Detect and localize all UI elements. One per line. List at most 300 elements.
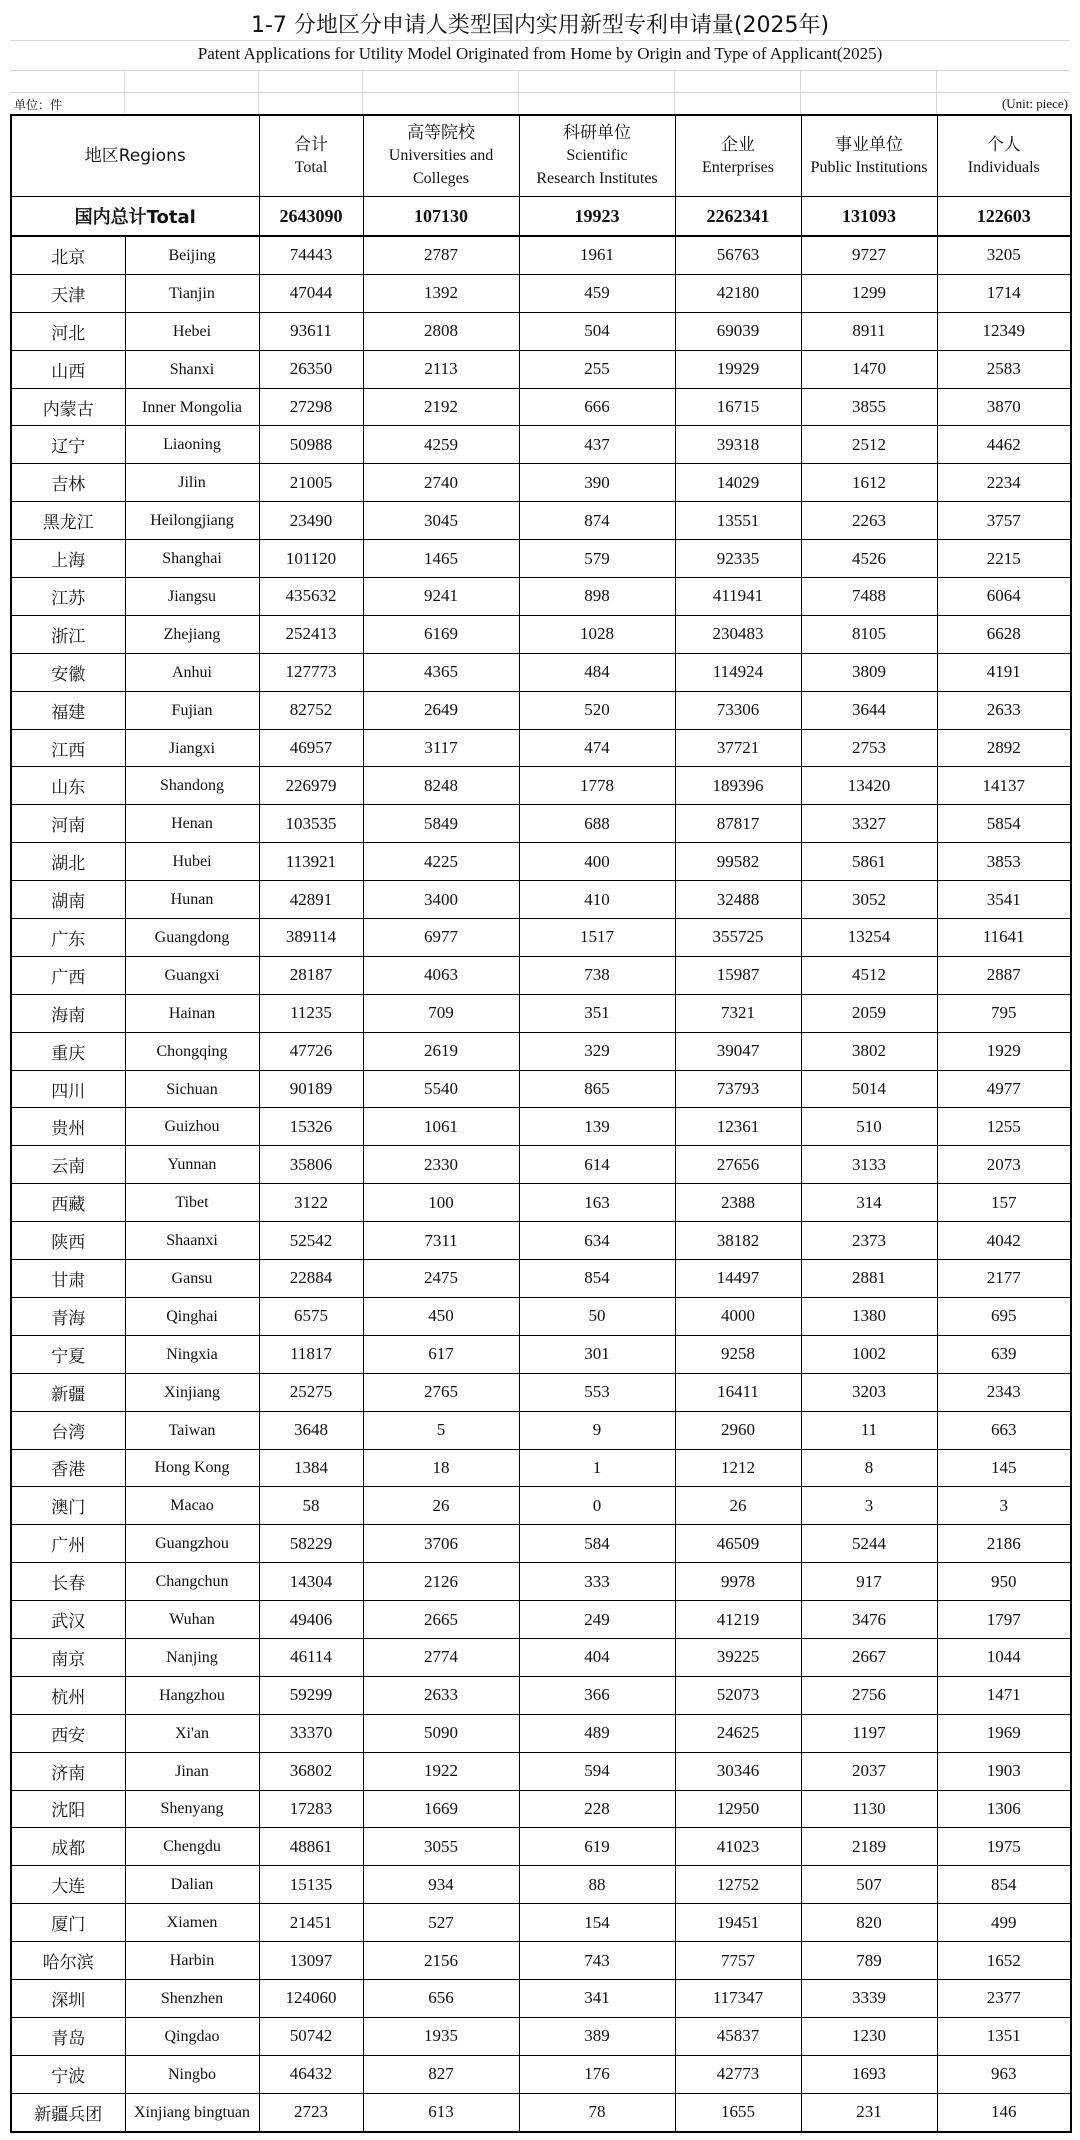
value-universities: 5090 [363, 1714, 519, 1752]
table-row [11, 956, 1071, 994]
value-research: 366 [519, 1676, 675, 1714]
region-cn: 山东 [11, 767, 125, 805]
value-individuals: 1044 [937, 1638, 1071, 1676]
value-universities: 656 [363, 1979, 519, 2017]
value-total: 17283 [259, 1790, 363, 1828]
region-cn: 甘肃 [11, 1260, 125, 1298]
value-public: 2059 [801, 994, 937, 1032]
value-enterprises: 99582 [675, 843, 801, 881]
region-cn: 青岛 [11, 2017, 125, 2055]
region-en: Hainan [125, 994, 259, 1032]
grid-line [936, 70, 937, 114]
region-cn: 上海 [11, 540, 125, 578]
header-universities-en: Universities and [388, 147, 494, 164]
region-cn: 西安 [11, 1714, 125, 1752]
value-universities: 2765 [363, 1373, 519, 1411]
region-en: Dalian [125, 1866, 259, 1904]
value-universities: 3117 [363, 729, 519, 767]
table-row [11, 1979, 1071, 2017]
value-universities: 2808 [363, 312, 519, 350]
table-row [11, 1752, 1071, 1790]
value-enterprises: 16715 [675, 388, 801, 426]
region-en: Jilin [125, 464, 259, 502]
value-individuals: 950 [937, 1563, 1071, 1601]
value-public: 1002 [801, 1335, 937, 1373]
total-value: 2262341 [675, 197, 801, 237]
table-row [11, 2093, 1071, 2131]
value-public: 3133 [801, 1146, 937, 1184]
value-individuals: 499 [937, 1904, 1071, 1942]
value-individuals: 1975 [937, 1828, 1071, 1866]
region-cn: 大连 [11, 1866, 125, 1904]
value-enterprises: 73306 [675, 691, 801, 729]
value-research: 333 [519, 1563, 675, 1601]
value-enterprises: 411941 [675, 578, 801, 616]
total-value: 122603 [937, 197, 1071, 237]
region-en: Ningxia [125, 1335, 259, 1373]
value-enterprises: 14029 [675, 464, 801, 502]
table-row [11, 615, 1071, 653]
value-individuals: 2887 [937, 956, 1071, 994]
region-cn: 济南 [11, 1752, 125, 1790]
table-row [11, 236, 1071, 274]
value-universities: 1922 [363, 1752, 519, 1790]
value-public: 2189 [801, 1828, 937, 1866]
value-enterprises: 9258 [675, 1335, 801, 1373]
value-research: 1961 [519, 236, 675, 274]
value-total: 103535 [259, 805, 363, 843]
region-cn: 杭州 [11, 1676, 125, 1714]
value-universities: 8248 [363, 767, 519, 805]
value-total: 46114 [259, 1638, 363, 1676]
value-total: 15326 [259, 1108, 363, 1146]
value-enterprises: 19929 [675, 350, 801, 388]
value-total: 50988 [259, 426, 363, 464]
total-value: 2643090 [259, 197, 363, 237]
value-enterprises: 38182 [675, 1222, 801, 1260]
value-universities: 709 [363, 994, 519, 1032]
value-research: 666 [519, 388, 675, 426]
value-public: 4526 [801, 540, 937, 578]
value-research: 865 [519, 1070, 675, 1108]
value-total: 11817 [259, 1335, 363, 1373]
value-universities: 7311 [363, 1222, 519, 1260]
region-en: Guizhou [125, 1108, 259, 1146]
value-individuals: 3205 [937, 236, 1071, 274]
region-en: Xinjiang bingtuan [125, 2093, 259, 2131]
value-total: 42891 [259, 881, 363, 919]
header-research-en2: Research Institutes [536, 170, 658, 187]
value-total: 47044 [259, 274, 363, 312]
table-row [11, 805, 1071, 843]
value-total: 35806 [259, 1146, 363, 1184]
value-research: 1517 [519, 919, 675, 957]
value-universities: 934 [363, 1866, 519, 1904]
value-research: 874 [519, 502, 675, 540]
value-total: 13097 [259, 1942, 363, 1980]
value-individuals: 6064 [937, 578, 1071, 616]
value-universities: 2619 [363, 1032, 519, 1070]
value-enterprises: 69039 [675, 312, 801, 350]
region-cn: 湖北 [11, 843, 125, 881]
value-research: 404 [519, 1638, 675, 1676]
region-cn: 北京 [11, 236, 125, 274]
value-public: 2753 [801, 729, 937, 767]
value-total: 90189 [259, 1070, 363, 1108]
value-enterprises: 37721 [675, 729, 801, 767]
value-research: 594 [519, 1752, 675, 1790]
value-individuals: 146 [937, 2093, 1071, 2131]
value-individuals: 3 [937, 1487, 1071, 1525]
value-research: 389 [519, 2017, 675, 2055]
value-universities: 617 [363, 1335, 519, 1373]
value-research: 619 [519, 1828, 675, 1866]
region-cn: 湖南 [11, 881, 125, 919]
value-individuals: 1652 [937, 1942, 1071, 1980]
region-cn: 云南 [11, 1146, 125, 1184]
header-research [519, 115, 675, 197]
grid-line [10, 40, 1070, 41]
value-enterprises: 9978 [675, 1563, 801, 1601]
value-universities: 4365 [363, 653, 519, 691]
value-enterprises: 2388 [675, 1184, 801, 1222]
value-public: 2667 [801, 1638, 937, 1676]
table-row [11, 1942, 1071, 1980]
grid-line [518, 70, 519, 114]
value-individuals: 1255 [937, 1108, 1071, 1146]
value-individuals: 2177 [937, 1260, 1071, 1298]
value-individuals: 2234 [937, 464, 1071, 502]
value-research: 579 [519, 540, 675, 578]
value-individuals: 11641 [937, 919, 1071, 957]
table-row [11, 312, 1071, 350]
value-enterprises: 56763 [675, 236, 801, 274]
region-cn: 深圳 [11, 1979, 125, 2017]
value-universities: 527 [363, 1904, 519, 1942]
table-row [11, 729, 1071, 767]
grid-line [674, 70, 675, 114]
region-en: Harbin [125, 1942, 259, 1980]
region-en: Guangzhou [125, 1525, 259, 1563]
value-individuals: 639 [937, 1335, 1071, 1373]
value-total: 26350 [259, 350, 363, 388]
table-row [11, 1070, 1071, 1108]
value-universities: 2156 [363, 1942, 519, 1980]
table-row [11, 1638, 1071, 1676]
value-enterprises: 52073 [675, 1676, 801, 1714]
value-total: 113921 [259, 843, 363, 881]
value-universities: 1392 [363, 274, 519, 312]
value-research: 474 [519, 729, 675, 767]
value-individuals: 1306 [937, 1790, 1071, 1828]
region-en: Nanjing [125, 1638, 259, 1676]
header-research-en: Scientific [566, 147, 628, 164]
table-row [11, 653, 1071, 691]
value-research: 898 [519, 578, 675, 616]
region-en: Chengdu [125, 1828, 259, 1866]
region-en: Yunnan [125, 1146, 259, 1184]
region-cn: 新疆兵团 [11, 2093, 125, 2131]
value-public: 1612 [801, 464, 937, 502]
region-cn: 厦门 [11, 1904, 125, 1942]
value-enterprises: 13551 [675, 502, 801, 540]
value-individuals: 3853 [937, 843, 1071, 881]
value-enterprises: 230483 [675, 615, 801, 653]
value-research: 1778 [519, 767, 675, 805]
value-enterprises: 12361 [675, 1108, 801, 1146]
value-universities: 2787 [363, 236, 519, 274]
value-research: 553 [519, 1373, 675, 1411]
grid-line [362, 70, 363, 114]
region-cn: 辽宁 [11, 426, 125, 464]
value-public: 3476 [801, 1601, 937, 1639]
region-cn: 河北 [11, 312, 125, 350]
value-universities: 2649 [363, 691, 519, 729]
region-cn: 河南 [11, 805, 125, 843]
value-research: 351 [519, 994, 675, 1032]
header-individuals [937, 115, 1071, 197]
value-enterprises: 24625 [675, 1714, 801, 1752]
value-public: 13420 [801, 767, 937, 805]
value-enterprises: 30346 [675, 1752, 801, 1790]
table-row [11, 919, 1071, 957]
region-cn: 武汉 [11, 1601, 125, 1639]
value-research: 1 [519, 1449, 675, 1487]
header-row [11, 115, 1071, 197]
value-research: 520 [519, 691, 675, 729]
value-research: 400 [519, 843, 675, 881]
value-universities: 1061 [363, 1108, 519, 1146]
value-universities: 450 [363, 1297, 519, 1335]
value-public: 3855 [801, 388, 937, 426]
table-row [11, 1335, 1071, 1373]
value-research: 88 [519, 1866, 675, 1904]
header-regions: 地区Regions [11, 115, 259, 197]
table-row [11, 767, 1071, 805]
value-universities: 2633 [363, 1676, 519, 1714]
value-universities: 18 [363, 1449, 519, 1487]
value-public: 1299 [801, 274, 937, 312]
region-en: Xi'an [125, 1714, 259, 1752]
value-total: 23490 [259, 502, 363, 540]
table-row [11, 540, 1071, 578]
value-enterprises: 45837 [675, 2017, 801, 2055]
region-en: Shenyang [125, 1790, 259, 1828]
value-universities: 4259 [363, 426, 519, 464]
region-cn: 福建 [11, 691, 125, 729]
region-cn: 哈尔滨 [11, 1942, 125, 1980]
value-research: 614 [519, 1146, 675, 1184]
region-en: Guangdong [125, 919, 259, 957]
value-research: 78 [519, 2093, 675, 2131]
value-enterprises: 4000 [675, 1297, 801, 1335]
value-individuals: 1797 [937, 1601, 1071, 1639]
value-total: 6575 [259, 1297, 363, 1335]
value-enterprises: 117347 [675, 1979, 801, 2017]
value-individuals: 14137 [937, 767, 1071, 805]
total-label: 国内总计Total [11, 197, 259, 237]
value-total: 14304 [259, 1563, 363, 1601]
region-cn: 宁夏 [11, 1335, 125, 1373]
value-enterprises: 114924 [675, 653, 801, 691]
value-enterprises: 32488 [675, 881, 801, 919]
region-en: Heilongjiang [125, 502, 259, 540]
value-research: 154 [519, 1904, 675, 1942]
value-individuals: 1351 [937, 2017, 1071, 2055]
value-enterprises: 1655 [675, 2093, 801, 2131]
region-en: Xiamen [125, 1904, 259, 1942]
value-universities: 26 [363, 1487, 519, 1525]
value-total: 74443 [259, 236, 363, 274]
table-row [11, 1601, 1071, 1639]
value-public: 3809 [801, 653, 937, 691]
region-en: Wuhan [125, 1601, 259, 1639]
value-total: 124060 [259, 1979, 363, 2017]
grid-line [800, 70, 801, 114]
value-research: 484 [519, 653, 675, 691]
value-total: 21005 [259, 464, 363, 502]
value-enterprises: 1212 [675, 1449, 801, 1487]
value-total: 3122 [259, 1184, 363, 1222]
region-cn: 黑龙江 [11, 502, 125, 540]
value-enterprises: 41219 [675, 1601, 801, 1639]
value-public: 5014 [801, 1070, 937, 1108]
total-value: 19923 [519, 197, 675, 237]
region-cn: 宁波 [11, 2055, 125, 2093]
region-en: Shandong [125, 767, 259, 805]
region-en: Beijing [125, 236, 259, 274]
value-public: 3339 [801, 1979, 937, 2017]
region-cn: 西藏 [11, 1184, 125, 1222]
value-enterprises: 87817 [675, 805, 801, 843]
value-individuals: 4191 [937, 653, 1071, 691]
value-enterprises: 189396 [675, 767, 801, 805]
value-universities: 6169 [363, 615, 519, 653]
table-row [11, 843, 1071, 881]
value-enterprises: 41023 [675, 1828, 801, 1866]
value-public: 5244 [801, 1525, 937, 1563]
table-row [11, 2055, 1071, 2093]
region-en: Liaoning [125, 426, 259, 464]
value-research: 459 [519, 274, 675, 312]
value-research: 743 [519, 1942, 675, 1980]
region-cn: 天津 [11, 274, 125, 312]
value-individuals: 2215 [937, 540, 1071, 578]
value-total: 252413 [259, 615, 363, 653]
table-row [11, 1108, 1071, 1146]
value-individuals: 2892 [937, 729, 1071, 767]
grid-line [258, 70, 259, 114]
region-cn: 江苏 [11, 578, 125, 616]
region-en: Macao [125, 1487, 259, 1525]
value-public: 507 [801, 1866, 937, 1904]
value-research: 341 [519, 1979, 675, 2017]
region-cn: 吉林 [11, 464, 125, 502]
value-universities: 3400 [363, 881, 519, 919]
table-title: 1-7 分地区分申请人类型国内实用新型专利申请量(2025年) [250, 13, 830, 38]
value-total: 46432 [259, 2055, 363, 2093]
table-row [11, 1866, 1071, 1904]
region-en: Hong Kong [125, 1449, 259, 1487]
header-universities-cn: 高等院校 [407, 123, 475, 143]
value-research: 504 [519, 312, 675, 350]
value-universities: 3706 [363, 1525, 519, 1563]
region-en: Qingdao [125, 2017, 259, 2055]
value-individuals: 157 [937, 1184, 1071, 1222]
value-public: 2037 [801, 1752, 937, 1790]
value-total: 101120 [259, 540, 363, 578]
value-public: 917 [801, 1563, 937, 1601]
header-total [259, 115, 363, 197]
value-universities: 2113 [363, 350, 519, 388]
value-universities: 100 [363, 1184, 519, 1222]
value-universities: 2774 [363, 1638, 519, 1676]
total-value: 131093 [801, 197, 937, 237]
value-research: 301 [519, 1335, 675, 1373]
region-en: Hubei [125, 843, 259, 881]
region-en: Shaanxi [125, 1222, 259, 1260]
value-universities: 4225 [363, 843, 519, 881]
value-research: 228 [519, 1790, 675, 1828]
value-individuals: 5854 [937, 805, 1071, 843]
value-public: 2373 [801, 1222, 937, 1260]
value-public: 3327 [801, 805, 937, 843]
value-public: 11 [801, 1411, 937, 1449]
value-public: 8911 [801, 312, 937, 350]
region-cn: 新疆 [11, 1373, 125, 1411]
value-individuals: 663 [937, 1411, 1071, 1449]
table-row [11, 1032, 1071, 1070]
value-individuals: 2186 [937, 1525, 1071, 1563]
value-total: 435632 [259, 578, 363, 616]
value-individuals: 4042 [937, 1222, 1071, 1260]
value-universities: 5540 [363, 1070, 519, 1108]
region-cn: 广西 [11, 956, 125, 994]
value-enterprises: 42773 [675, 2055, 801, 2093]
region-cn: 浙江 [11, 615, 125, 653]
value-enterprises: 16411 [675, 1373, 801, 1411]
value-public: 1230 [801, 2017, 937, 2055]
value-total: 33370 [259, 1714, 363, 1752]
header-universities-en2: Colleges [413, 170, 469, 187]
value-universities: 1669 [363, 1790, 519, 1828]
region-en: Shanghai [125, 540, 259, 578]
value-individuals: 1929 [937, 1032, 1071, 1070]
total-row [11, 197, 1071, 237]
value-individuals: 695 [937, 1297, 1071, 1335]
header-universities [363, 115, 519, 197]
header-public [801, 115, 937, 197]
table-row [11, 1904, 1071, 1942]
header-individuals-en: Individuals [967, 158, 1040, 176]
table-row [11, 881, 1071, 919]
region-cn: 安徽 [11, 653, 125, 691]
region-en: Hangzhou [125, 1676, 259, 1714]
patent-table [10, 114, 1072, 2133]
value-individuals: 1471 [937, 1676, 1071, 1714]
table-row [11, 350, 1071, 388]
region-cn: 陕西 [11, 1222, 125, 1260]
value-public: 3052 [801, 881, 937, 919]
value-public: 1470 [801, 350, 937, 388]
table-row [11, 1449, 1071, 1487]
table-row [11, 1373, 1071, 1411]
region-en: Anhui [125, 653, 259, 691]
header-public-en: Public Institutions [810, 158, 928, 176]
header-individuals-cn: 个人 [986, 134, 1021, 155]
value-individuals: 963 [937, 2055, 1071, 2093]
value-individuals: 2633 [937, 691, 1071, 729]
